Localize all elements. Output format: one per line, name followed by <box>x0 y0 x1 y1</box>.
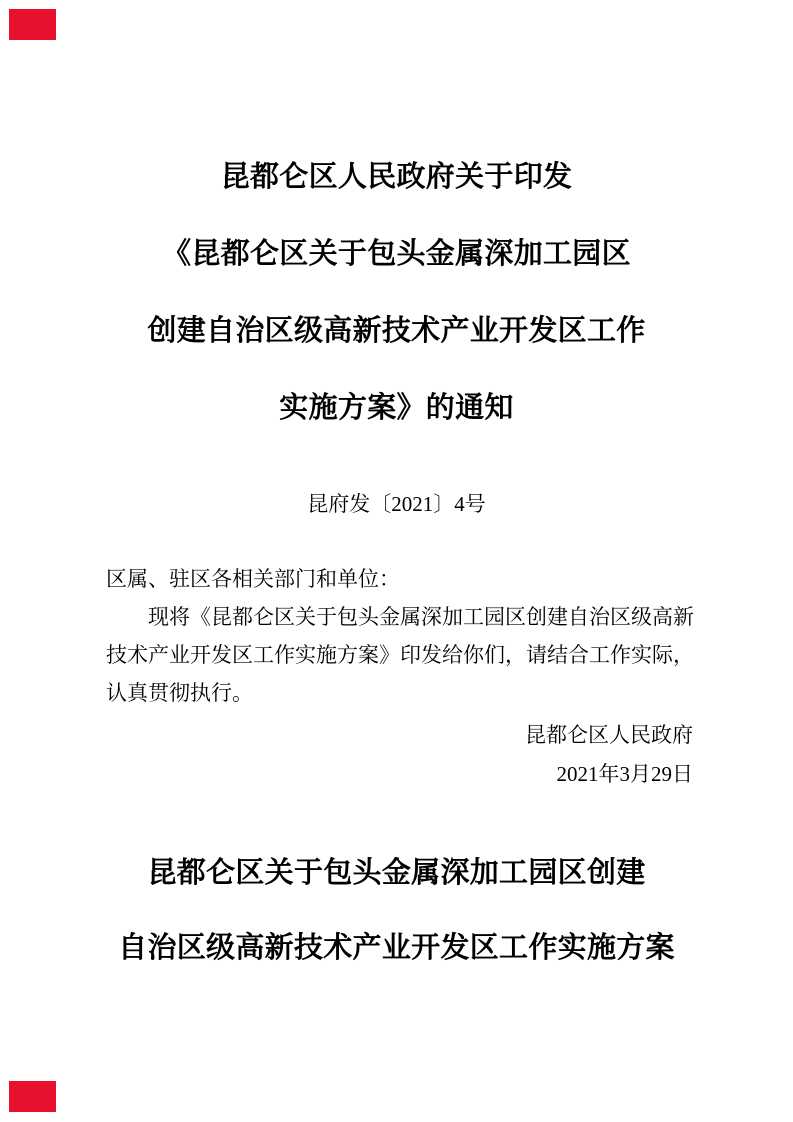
attachment-title-line-1: 昆都仑区关于包头金属深加工园区创建 <box>147 857 646 889</box>
attachment-title-line-2: 自治区级高新技术产业开发区工作实施方案 <box>118 932 675 964</box>
notice-title-line-1: 昆都仑区人民政府关于印发 <box>220 161 573 193</box>
signature-block <box>525 717 693 793</box>
document-number: 昆府发〔2021〕4号 <box>307 492 486 516</box>
signature-date: 2021年3月29日 <box>556 762 693 786</box>
notice-body <box>106 561 696 713</box>
red-marker-top-left <box>9 9 56 40</box>
body-line-2: 技术产业开发区工作实施方案》印发给你们，请结合工作实际， <box>106 644 694 667</box>
red-marker-bottom-left <box>9 1081 56 1112</box>
salutation-line: 区属、驻区各相关部门和单位： <box>106 568 400 591</box>
body-line-3: 认真贯彻执行。 <box>106 682 253 705</box>
notice-title-line-2: 《昆都仑区关于包头金属深加工园区 <box>162 238 631 270</box>
notice-title-line-3: 创建自治区级高新技术产业开发区工作 <box>147 315 646 347</box>
notice-title-line-4: 实施方案》的通知 <box>279 392 514 424</box>
signer-name: 昆都仑区人民政府 <box>525 724 693 747</box>
body-line-1: 现将《昆都仑区关于包头金属深加工园区创建自治区级高新 <box>148 606 694 629</box>
attachment-title <box>0 836 793 986</box>
notice-title <box>0 139 793 447</box>
